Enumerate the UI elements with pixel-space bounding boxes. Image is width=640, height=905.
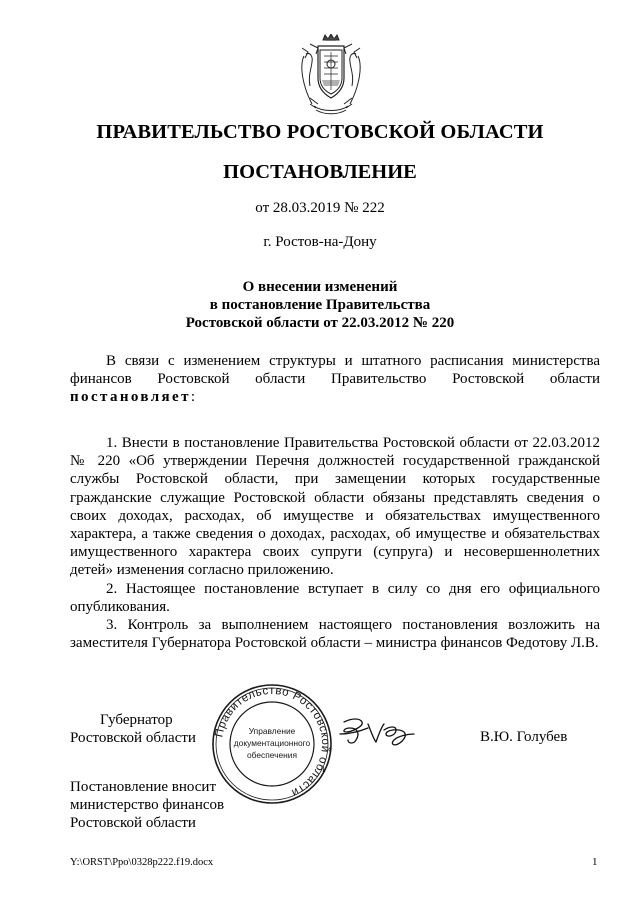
subject-line: О внесении изменений [242,279,398,295]
decree-colon: : [190,389,196,406]
decree-word: постановляет [70,389,191,406]
signer-position-line: Ростовской области [70,730,196,747]
preamble [70,352,600,407]
signer-position-line: Губернатор [100,712,173,728]
document-subject [0,278,640,332]
stamp-outer-text: Правительство Ростовской области [213,684,332,799]
signer-name: В.Ю. Голубев [480,729,568,745]
decree-items [70,434,600,652]
document-type: ПОСТАНОВЛЕНИЕ [223,161,417,183]
handwritten-signature [338,712,416,752]
decree-item: 1. Внести в постановление Правительства Ростовской области от 22.03.2012 № 220 «Об утверждении Перечня должностей государственной гражданской службы Ростовской области, при замещении которых государственные гражданские служащие Ростовской области обязаны представлять сведения о своих доходах, расходах, об имуществе и обязательствах имущественного характера, а также сведения о доходах, расходах, об имуществе и обязательствах имущественного характера своих супруги (супруга) и несовершеннолетних детей» изменения согласно приложению. [70,435,600,579]
subject-line: Ростовской области от 22.03.2012 № 220 [185,315,455,331]
document-city: г. Ростов-на-Дону [263,234,377,250]
document-date-number: от 28.03.2019 № 222 [255,200,385,216]
signer-position [70,711,196,747]
introduced-by-line: министерство финансов [70,797,225,814]
page-number: 1 [592,856,598,868]
introduced-by-line: Постановление вносит [70,779,217,795]
footer-file-path: Y:\ORST\Ppo\0328p222.f19.docx [70,857,214,868]
stamp-inner-line: Управление [248,726,296,736]
decree-item: 3. Контроль за выполнением настоящего постановления возложить на заместителя Губернатора Ростовской области – министра финансов Федотову Л.В. [70,617,600,652]
introduced-by [70,778,224,833]
decree-item: 2. Настоящее постановление вступает в силу со дня его официального опубликования. [70,580,600,615]
government-title: ПРАВИТЕЛЬСТВО РОСТОВСКОЙ ОБЛАСТИ [96,121,544,143]
subject-line: в постановление Правительства [209,297,431,313]
stamp-inner-line: обеспечения [247,750,297,760]
preamble-text: В связи с изменением структуры и штатного расписания министерства финансов Ростовской области Правительство Ростовской области [70,353,600,388]
introduced-by-line: Ростовской области [70,815,196,832]
coat-of-arms-icon [296,34,366,116]
stamp-inner-line: документационного [233,738,311,748]
official-stamp [210,682,334,806]
